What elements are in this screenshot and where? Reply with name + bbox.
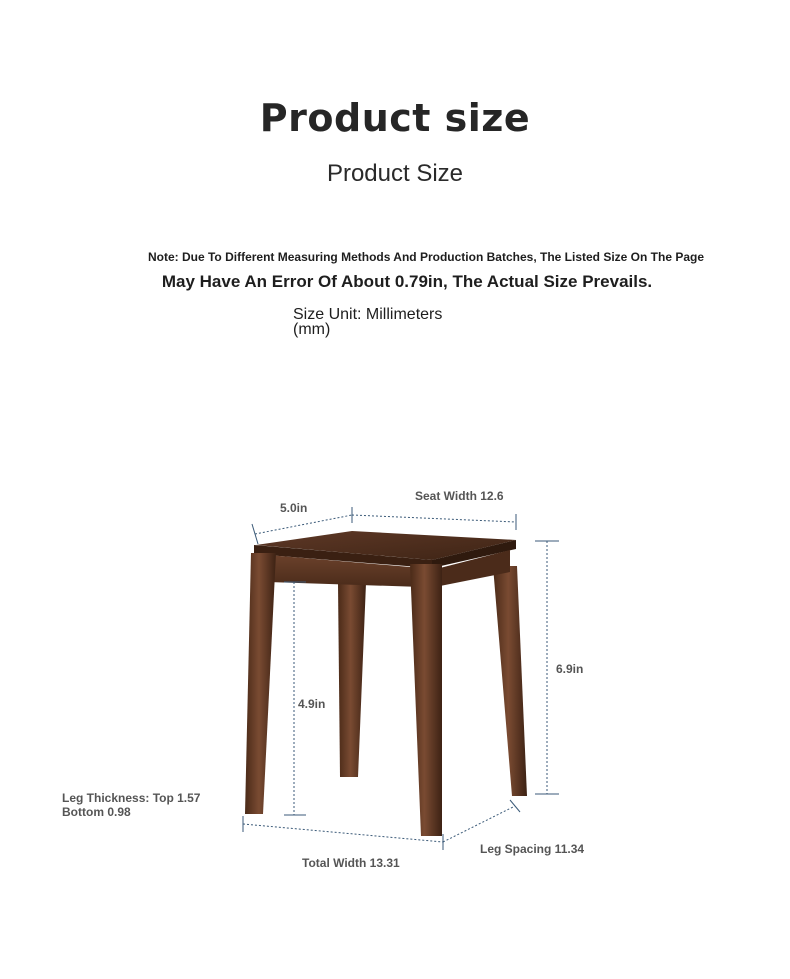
dim-leg-height-label: 4.9in (298, 697, 326, 711)
dim-total-width-label: Total Width 13.31 (302, 856, 400, 870)
size-unit-line1: Size Unit: Millimeters (293, 306, 443, 323)
page-title: Product size (259, 96, 531, 140)
measurement-note-line2: May Have An Error Of About 0.79in, The Actual Size Prevails. (161, 272, 653, 291)
measurement-note-line1: Note: Due To Different Measuring Methods And Production Batches, The Listed Size On The Page (147, 250, 705, 264)
dim-leg-thickness-line2: Bottom 0.98 (62, 805, 131, 819)
dim-leg-spacing-label: Leg Spacing 11.34 (480, 842, 585, 856)
stool-back-leg (338, 583, 366, 777)
size-unit-line2: (mm) (293, 321, 331, 338)
dim-depth-line (255, 515, 352, 534)
dim-depth-label: 5.0in (280, 501, 308, 515)
dim-seat-width-line (352, 515, 516, 522)
dim-leg-thickness-label (62, 791, 200, 819)
dim-total-width-line (243, 824, 443, 842)
dim-height-label: 6.9in (556, 662, 584, 676)
stool-right-leg (493, 566, 527, 796)
stool-front-right-leg (410, 564, 442, 836)
dim-seat-width-label: Seat Width 12.6 (415, 489, 504, 503)
dim-leg-spacing-line (443, 806, 515, 842)
stool-front-left-leg (245, 553, 276, 814)
page-subtitle: Product Size (326, 160, 464, 187)
dim-leg-thickness-line1: Leg Thickness: Top 1.57 (62, 791, 201, 805)
